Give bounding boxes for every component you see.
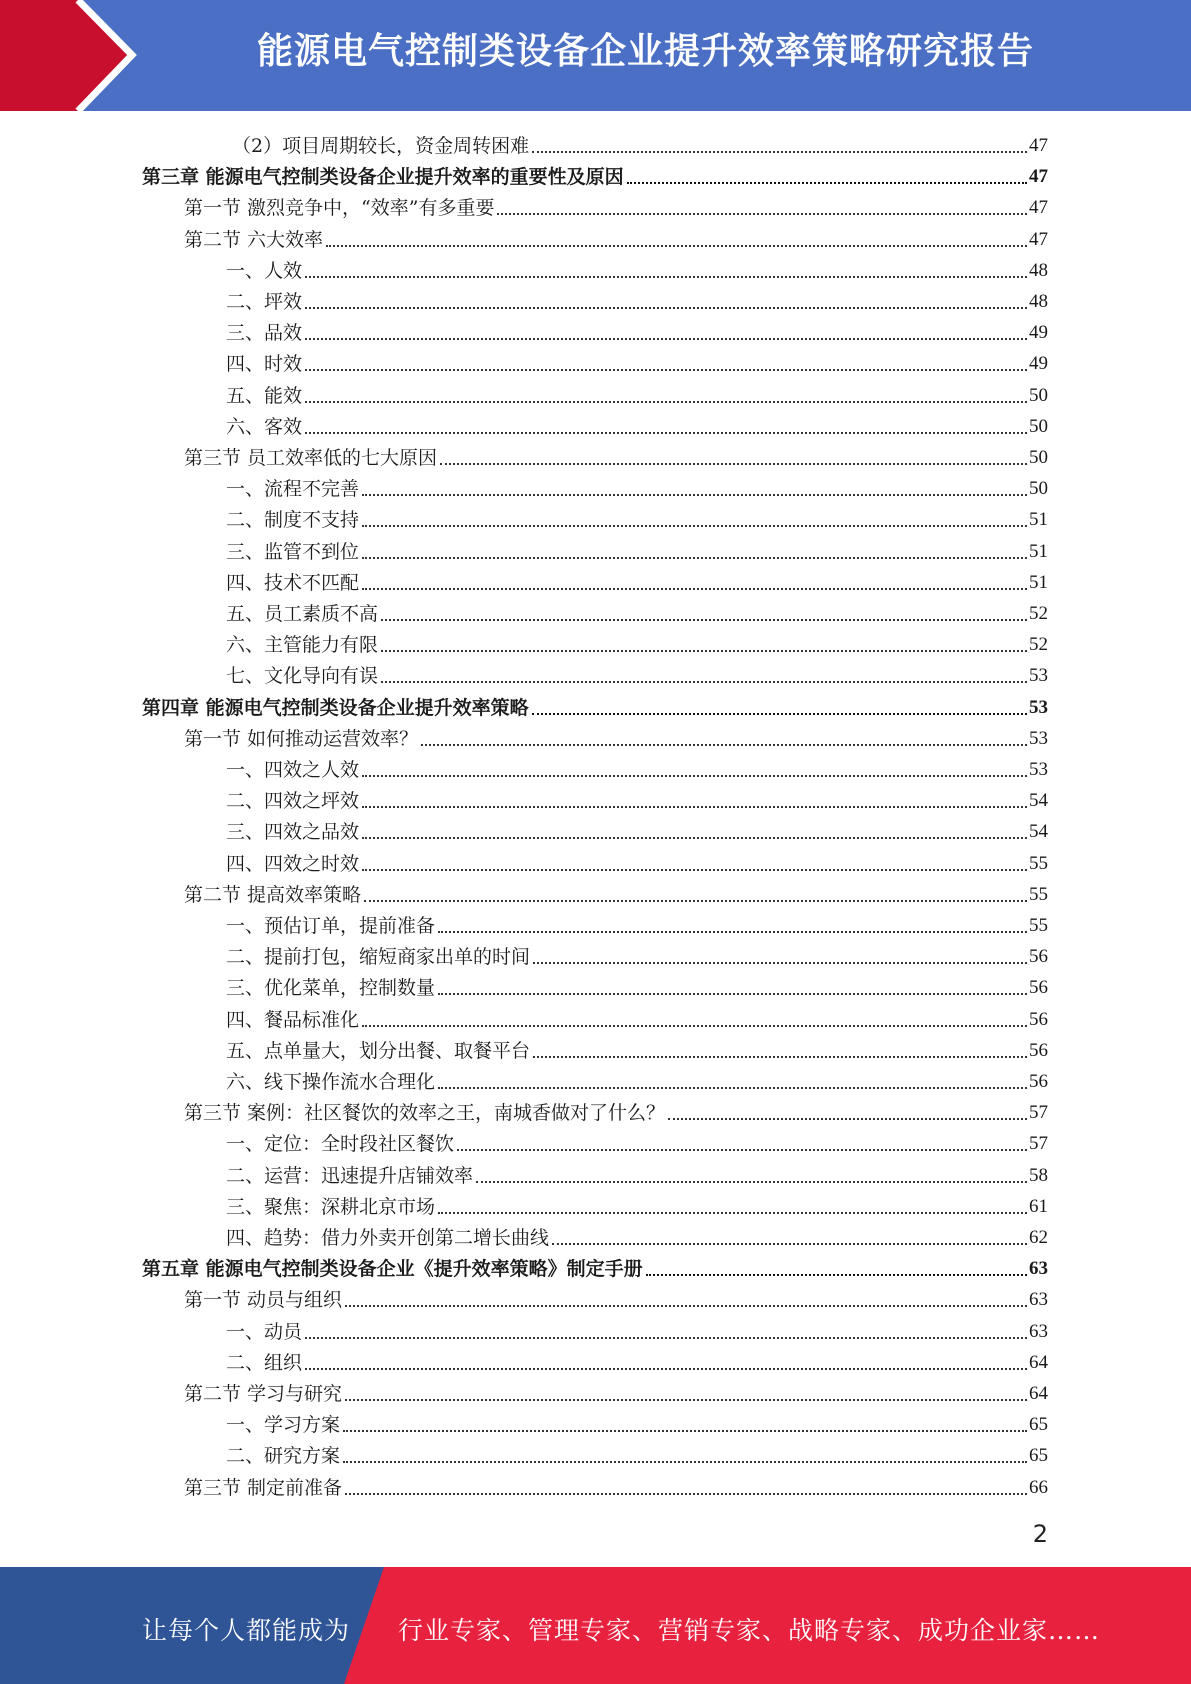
toc-entry-label: 二、研究方案 <box>226 1445 341 1468</box>
toc-entry-label: 第一节 如何推动运营效率？ <box>184 727 419 750</box>
toc-section-entry[interactable] <box>184 1282 1048 1313</box>
toc-dot-leader <box>440 463 1027 465</box>
toc-entry-label: 三、品效 <box>226 322 303 345</box>
toc-subsection-entry[interactable] <box>226 471 1048 502</box>
toc-dot-leader <box>305 401 1027 403</box>
toc-entry-page: 56 <box>1029 946 1048 968</box>
toc-entry-label: 三、监管不到位 <box>226 540 360 563</box>
toc-entry-page: 51 <box>1029 509 1048 531</box>
toc-entry-label: 一、四效之人效 <box>226 759 360 781</box>
toc-entry-label: 五、员工素质不高 <box>226 603 379 625</box>
toc-entry-label: 第一节 激烈竞争中，“效率”有多重要 <box>184 197 495 220</box>
toc-entry-label: 一、预估订单，提前准备 <box>226 915 436 937</box>
toc-subsection-entry[interactable] <box>232 128 1048 159</box>
toc-dot-leader <box>438 1087 1027 1089</box>
toc-entry-label: 三、优化菜单，控制数量 <box>226 977 436 1000</box>
toc-subsection-entry[interactable] <box>226 596 1048 627</box>
toc-entry-label: 一、流程不完善 <box>226 478 360 501</box>
toc-entry-page: 47 <box>1029 197 1048 219</box>
toc-chapter-entry[interactable] <box>142 1251 1048 1282</box>
toc-entry-page: 56 <box>1029 1071 1048 1092</box>
toc-entry-page: 65 <box>1029 1414 1048 1436</box>
toc-entry-page: 56 <box>1029 977 1048 999</box>
toc-chapter-entry[interactable] <box>142 690 1048 721</box>
toc-entry-label: 四、技术不匹配 <box>226 571 360 594</box>
toc-dot-leader <box>381 650 1027 652</box>
toc-dot-leader <box>305 1368 1027 1370</box>
toc-dot-leader <box>362 557 1027 559</box>
toc-subsection-entry[interactable] <box>226 970 1048 1001</box>
toc-entry-page: 57 <box>1029 1102 1048 1124</box>
toc-dot-leader <box>362 775 1027 777</box>
toc-subsection-entry[interactable] <box>226 409 1048 440</box>
page-footer <box>0 1567 1191 1684</box>
toc-dot-leader <box>305 432 1027 434</box>
toc-entry-label: 第三节 制定前准备 <box>184 1476 343 1499</box>
toc-entry-page: 47 <box>1029 166 1048 188</box>
toc-entry-label: 二、运营：迅速提升店铺效率 <box>226 1164 474 1187</box>
toc-entry-label: 第二节 六大效率 <box>184 228 324 251</box>
toc-entry-page: 58 <box>1029 1164 1048 1186</box>
toc-entry-page: 47 <box>1029 228 1048 250</box>
toc-entry-label: 第三章 能源电气控制类设备企业提升效率的重要性及原因 <box>142 166 624 189</box>
toc-entry-page: 51 <box>1029 571 1048 593</box>
toc-subsection-entry[interactable] <box>226 939 1048 970</box>
toc-entry-label: 二、制度不支持 <box>226 509 360 532</box>
toc-subsection-entry[interactable] <box>226 346 1048 377</box>
toc-entry-label: 二、四效之坪效 <box>226 790 360 813</box>
toc-dot-leader <box>646 1274 1027 1276</box>
toc-subsection-entry[interactable] <box>226 658 1048 689</box>
toc-dot-leader <box>421 744 1027 746</box>
toc-dot-leader <box>345 1493 1027 1495</box>
toc-entry-page: 56 <box>1029 1008 1048 1030</box>
toc-dot-leader <box>345 1305 1027 1307</box>
toc-entry-page: 65 <box>1029 1445 1048 1467</box>
toc-subsection-entry[interactable] <box>226 783 1048 814</box>
toc-section-entry[interactable] <box>184 721 1048 752</box>
toc-subsection-entry[interactable] <box>226 1158 1048 1189</box>
page-number: 2 <box>1032 1520 1048 1548</box>
toc-entry-page: 63 <box>1029 1289 1048 1311</box>
toc-entry-label: 第二节 学习与研究 <box>184 1383 343 1405</box>
toc-entry-page: 53 <box>1029 727 1048 749</box>
toc-entry-label: 四、四效之时效 <box>226 852 360 875</box>
toc-subsection-entry[interactable] <box>226 752 1048 783</box>
toc-section-entry[interactable] <box>184 1470 1048 1501</box>
toc-entry-page: 49 <box>1029 353 1048 375</box>
toc-dot-leader <box>362 869 1027 871</box>
toc-subsection-entry[interactable] <box>226 814 1048 845</box>
toc-subsection-entry[interactable] <box>226 627 1048 658</box>
toc-subsection-entry[interactable] <box>226 502 1048 533</box>
toc-section-entry[interactable] <box>184 222 1048 253</box>
toc-dot-leader <box>305 369 1027 371</box>
toc-subsection-entry[interactable] <box>226 846 1048 877</box>
toc-subsection-entry[interactable] <box>226 1002 1048 1033</box>
toc-dot-leader <box>362 588 1027 590</box>
toc-entry-label: 第三节 案例：社区餐饮的效率之王，南城香做对了什么？ <box>184 1102 666 1125</box>
toc-dot-leader <box>305 338 1027 340</box>
toc-entry-page: 53 <box>1029 665 1048 687</box>
toc-dot-leader <box>476 1181 1027 1183</box>
toc-entry-label: 第三节 员工效率低的七大原因 <box>184 447 438 469</box>
page-header <box>0 0 1191 111</box>
toc-entry-label: 二、提前打包，缩短商家出单的时间 <box>226 946 531 969</box>
toc-subsection-entry[interactable] <box>226 1033 1048 1064</box>
toc-entry-label: 一、学习方案 <box>226 1414 341 1437</box>
toc-subsection-entry[interactable] <box>226 253 1048 284</box>
toc-dot-leader <box>533 1056 1027 1058</box>
toc-subsection-entry[interactable] <box>226 378 1048 409</box>
toc-entry-label: 六、客效 <box>226 415 303 438</box>
toc-entry-label: 三、聚焦：深耕北京市场 <box>226 1195 436 1218</box>
toc-entry-page: 51 <box>1029 540 1048 562</box>
toc-dot-leader <box>343 1461 1027 1463</box>
toc-dot-leader <box>438 993 1027 995</box>
toc-entry-page: 53 <box>1029 696 1048 718</box>
toc-entry-page: 57 <box>1029 1133 1048 1155</box>
toc-section-entry[interactable] <box>184 190 1048 221</box>
toc-entry-label: 一、动员 <box>226 1320 303 1343</box>
toc-dot-leader <box>364 900 1027 902</box>
toc-entry-label: 二、坪效 <box>226 291 303 313</box>
toc-dot-leader <box>532 713 1027 715</box>
toc-dot-leader <box>362 806 1027 808</box>
toc-entry-label: 五、点单量大，划分出餐、取餐平台 <box>226 1039 531 1062</box>
toc-subsection-entry[interactable] <box>226 565 1048 596</box>
toc-entry-page: 61 <box>1029 1195 1048 1217</box>
toc-entry-label: 第四章 能源电气控制类设备企业提升效率策略 <box>142 696 529 719</box>
toc-section-entry[interactable] <box>184 877 1048 908</box>
toc-entry-page: 52 <box>1029 634 1048 656</box>
toc-subsection-entry[interactable] <box>226 1220 1048 1251</box>
toc-entry-page: 63 <box>1029 1258 1048 1280</box>
toc-entry-page: 66 <box>1029 1476 1048 1498</box>
toc-entry-page: 64 <box>1029 1351 1048 1373</box>
toc-subsection-entry[interactable] <box>226 284 1048 315</box>
toc-dot-leader <box>305 307 1027 309</box>
toc-entry-label: 四、趋势：借力外卖开创第二增长曲线 <box>226 1227 550 1249</box>
toc-dot-leader <box>627 182 1027 184</box>
toc-dot-leader <box>362 1025 1027 1027</box>
toc-chapter-entry[interactable] <box>142 159 1048 190</box>
footer-slogan-left: 让每个人都能成为 <box>142 1616 351 1645</box>
toc-dot-leader <box>668 1118 1027 1120</box>
toc-entry-page: 47 <box>1029 135 1048 156</box>
toc-entry-page: 50 <box>1029 415 1048 437</box>
toc-entry-label: 四、餐品标准化 <box>226 1008 360 1031</box>
toc-subsection-entry[interactable] <box>226 1345 1048 1376</box>
toc-entry-label: 二、组织 <box>226 1351 303 1374</box>
toc-dot-leader <box>381 619 1027 621</box>
toc-entry-page: 63 <box>1029 1320 1048 1342</box>
toc-dot-leader <box>362 494 1027 496</box>
toc-entry-page: 49 <box>1029 322 1048 344</box>
toc-dot-leader <box>362 837 1027 839</box>
toc-dot-leader <box>552 1243 1027 1245</box>
toc-dot-leader <box>497 213 1027 215</box>
toc-subsection-entry[interactable] <box>226 908 1048 939</box>
toc-entry-label: 七、文化导向有误 <box>226 665 379 688</box>
toc-entry-page: 53 <box>1029 759 1048 780</box>
toc-entry-label: 第二节 提高效率策略 <box>184 883 362 906</box>
toc-dot-leader <box>438 1212 1027 1214</box>
toc-dot-leader <box>305 1337 1027 1339</box>
toc-subsection-entry[interactable] <box>226 1438 1048 1469</box>
toc-subsection-entry[interactable] <box>226 1407 1048 1438</box>
toc-entry-label: 六、线下操作流水合理化 <box>226 1071 436 1093</box>
toc-entry-label: 第一节 动员与组织 <box>184 1289 343 1312</box>
toc-dot-leader <box>305 276 1027 278</box>
toc-section-entry[interactable] <box>184 440 1048 471</box>
toc-dot-leader <box>362 525 1027 527</box>
toc-entry-label: 一、人效 <box>226 259 303 282</box>
toc-section-entry[interactable] <box>184 1376 1048 1407</box>
toc-entry-label: （2）项目周期较长，资金周转困难 <box>232 135 530 157</box>
toc-subsection-entry[interactable] <box>226 315 1048 346</box>
toc-subsection-entry[interactable] <box>226 1126 1048 1157</box>
toc-dot-leader <box>326 245 1027 247</box>
toc-entry-page: 55 <box>1029 915 1048 936</box>
toc-entry-label: 第五章 能源电气控制类设备企业《提升效率策略》制定手册 <box>142 1258 643 1281</box>
toc-entry-label: 四、时效 <box>226 353 303 376</box>
toc-entry-page: 56 <box>1029 1039 1048 1061</box>
document-title: 能源电气控制类设备企业提升效率策略研究报告 <box>256 31 1034 72</box>
toc-entry-label: 三、四效之品效 <box>226 821 360 844</box>
toc-dot-leader <box>533 962 1027 964</box>
toc-entry-page: 54 <box>1029 821 1048 843</box>
toc-dot-leader <box>345 1399 1027 1401</box>
toc-dot-leader <box>343 1430 1027 1432</box>
toc-section-entry[interactable] <box>184 1095 1048 1126</box>
toc-dot-leader <box>457 1149 1027 1151</box>
toc-entry-page: 64 <box>1029 1383 1048 1404</box>
toc-subsection-entry[interactable] <box>226 1314 1048 1345</box>
toc-dot-leader <box>381 681 1027 683</box>
toc-entry-page: 52 <box>1029 603 1048 624</box>
toc-subsection-entry[interactable] <box>226 1189 1048 1220</box>
toc-subsection-entry[interactable] <box>226 1064 1048 1095</box>
toc-entry-page: 50 <box>1029 447 1048 468</box>
toc-dot-leader <box>532 151 1027 153</box>
toc-entry-label: 六、主管能力有限 <box>226 634 379 657</box>
toc-entry-label: 五、能效 <box>226 384 303 407</box>
toc-entry-page: 50 <box>1029 384 1048 406</box>
toc-entry-page: 55 <box>1029 883 1048 905</box>
toc-entry-label: 一、定位：全时段社区餐饮 <box>226 1133 455 1156</box>
toc-entry-page: 48 <box>1029 259 1048 281</box>
toc-entry-page: 62 <box>1029 1227 1048 1248</box>
toc-entry-page: 55 <box>1029 852 1048 874</box>
toc-entry-page: 54 <box>1029 790 1048 812</box>
toc-subsection-entry[interactable] <box>226 534 1048 565</box>
toc-dot-leader <box>438 931 1027 933</box>
toc-entry-page: 48 <box>1029 291 1048 312</box>
footer-slogan-right: 行业专家、管理专家、营销专家、战略专家、成功企业家…… <box>398 1616 1101 1645</box>
toc-entry-page: 50 <box>1029 478 1048 500</box>
